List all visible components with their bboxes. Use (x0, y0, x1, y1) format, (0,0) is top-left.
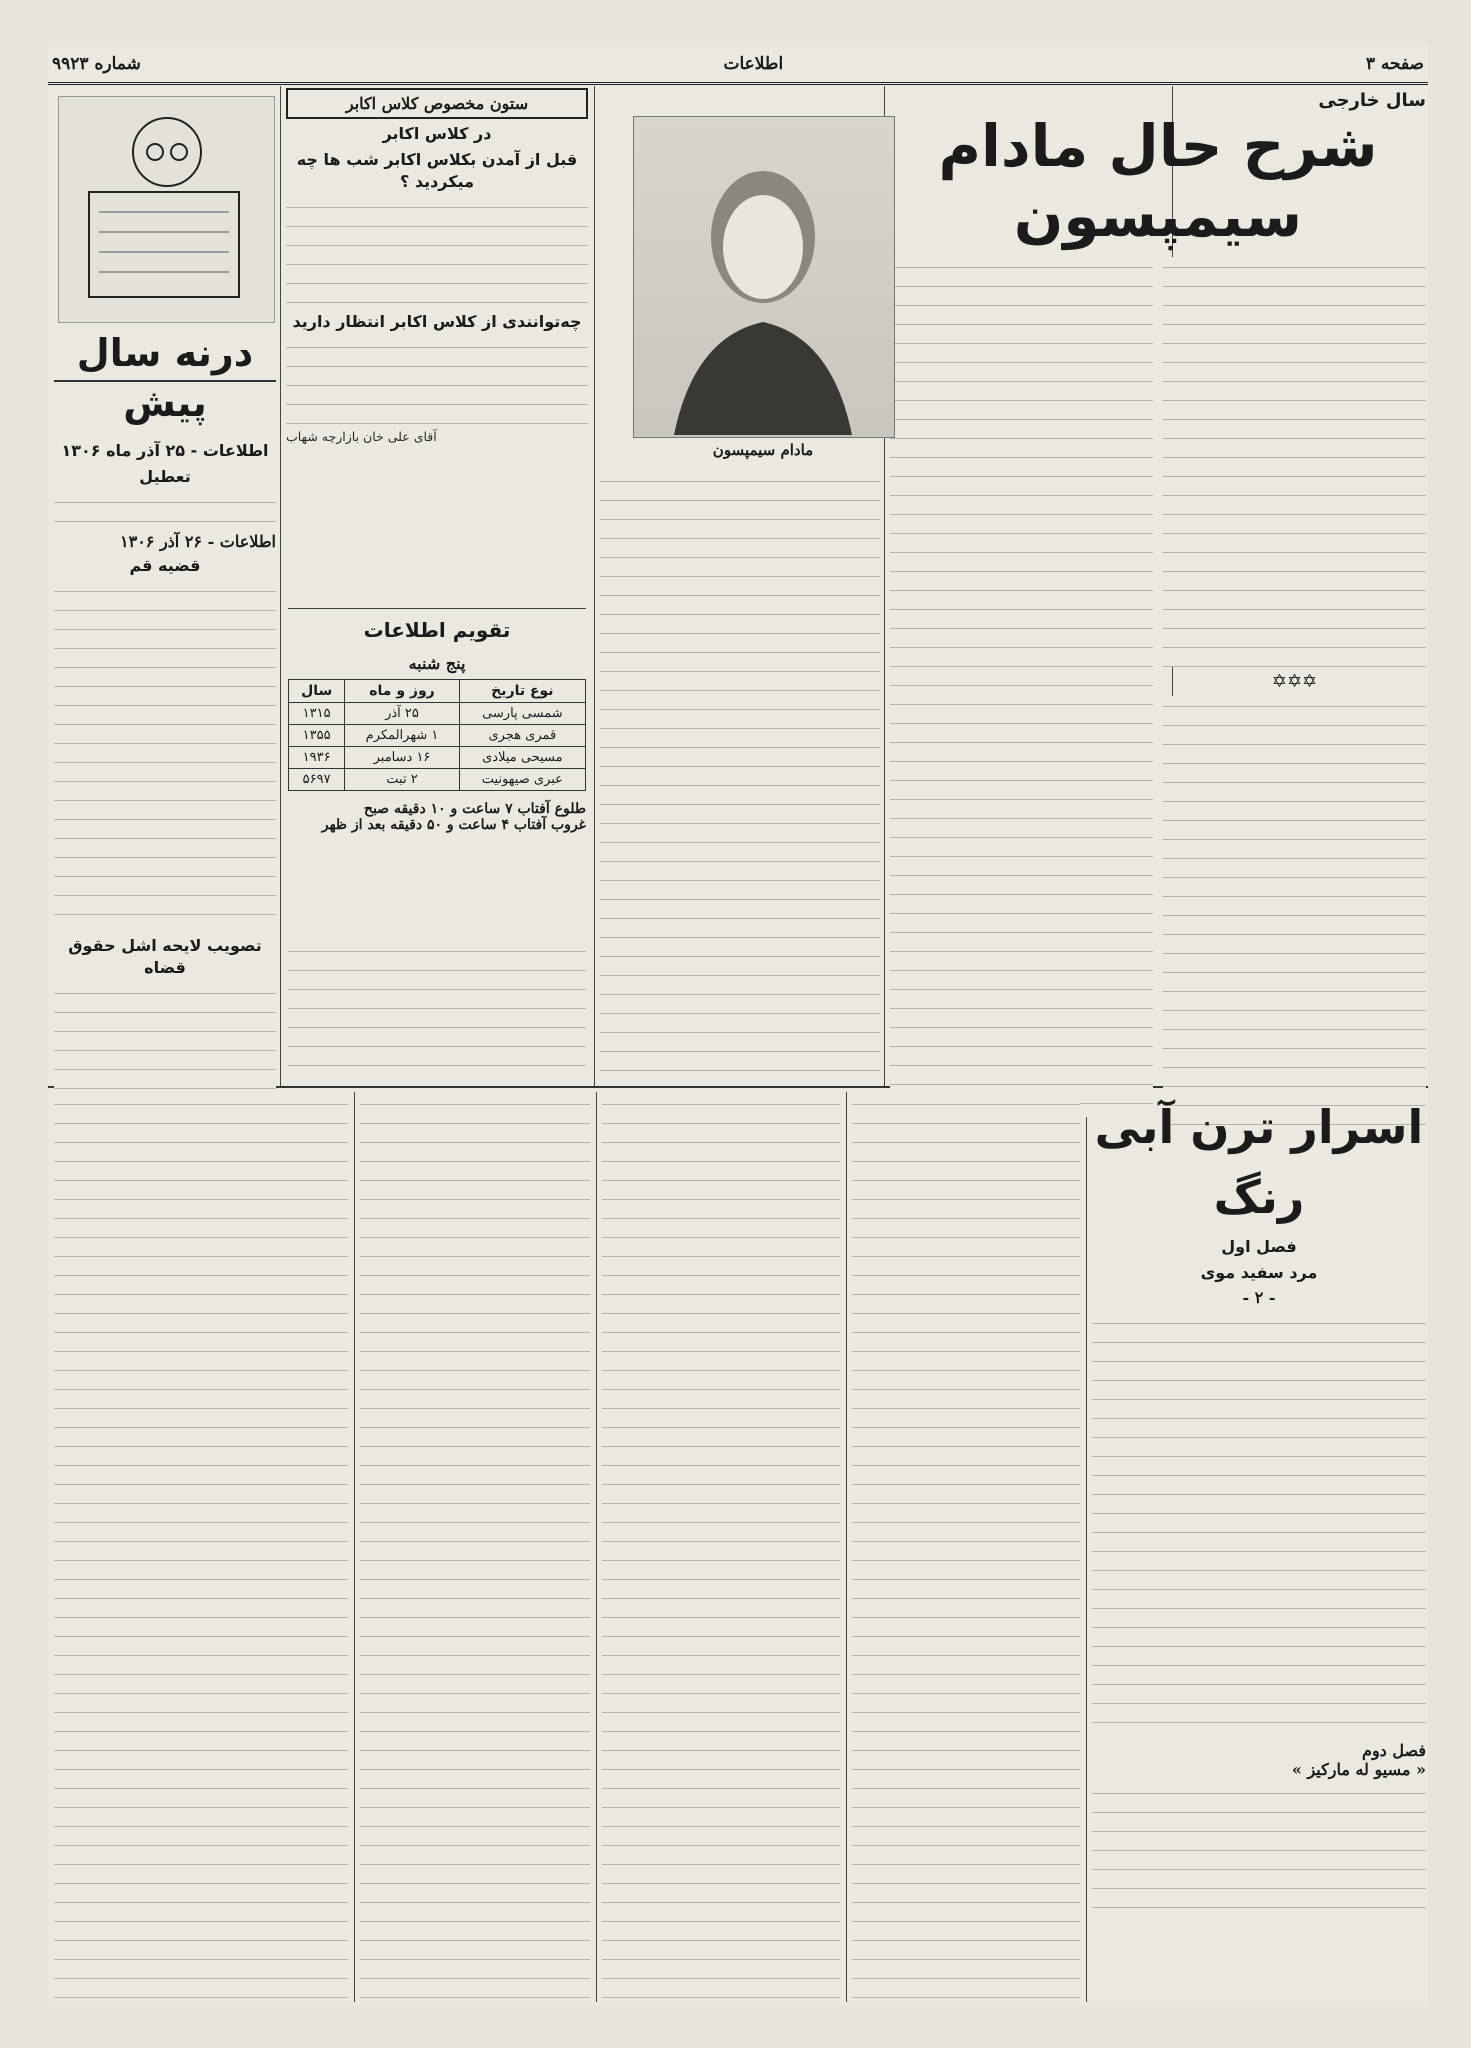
table-cell: ۱ شهرالمکرم (345, 725, 459, 747)
article-column (890, 257, 1153, 1126)
text-body (286, 197, 588, 307)
cartoon-illustration (58, 96, 275, 323)
column-subtitle: اطلاعات - ۲۵ آذر ماه ۱۳۰۶ (61, 441, 269, 460)
table-cell: ۲ تبت (345, 769, 459, 791)
article-column (1163, 257, 1426, 1126)
table-cell: قمری هجری (459, 725, 585, 747)
text-body (360, 1094, 590, 1999)
paper-name: اطلاعات (723, 54, 784, 74)
portrait-illustration (634, 117, 892, 435)
adult-question: قبل از آمدن بکلاس اکابر شب ها چه میکردید ؟ (296, 150, 578, 191)
column-title: درنه سال پیش (76, 331, 254, 425)
table-header: نوع تاریخ (459, 680, 585, 703)
calendar-box (288, 616, 586, 926)
holiday-title: تعطیل (139, 467, 191, 486)
text-body (1163, 696, 1426, 1126)
qom-title: قضیه قم (129, 556, 201, 575)
issue-number: شماره ۹۹۲۳ (52, 54, 141, 74)
table-row (289, 725, 586, 747)
table-header-row (289, 680, 586, 703)
sunset: غروب آفتاب ۴ ساعت و ۵۰ دقیقه بعد از ظهر (321, 817, 586, 833)
table-row (289, 747, 586, 769)
reader-illustration (59, 97, 272, 320)
calendar-day: پنج شنبه (408, 654, 466, 673)
simpson-article (890, 90, 1426, 1080)
table-row (289, 703, 586, 725)
serial-story (1092, 1092, 1426, 2002)
text-body (1092, 1313, 1426, 1733)
text-body (1163, 257, 1426, 667)
sunrise: طلوع آفتاب ۷ ساعت و ۱۰ دقیقه صبح (363, 801, 586, 817)
table-row (289, 769, 586, 791)
divider (288, 608, 586, 609)
text-body (286, 337, 588, 427)
law-title: تصویب لایحه اشل حقوق قضاه (68, 936, 262, 977)
table-cell: شمسی پارسی (459, 703, 585, 725)
chapter-title: فصل دوم (1362, 1741, 1426, 1760)
section-tag: سال خارجی (1318, 90, 1426, 111)
table-cell: مسیحی میلادی (459, 747, 585, 769)
table-header: روز و ماه (345, 680, 459, 703)
table-cell: ۱۹۳۶ (289, 747, 345, 769)
article-columns (890, 257, 1426, 1126)
table-cell: ۱۳۵۵ (289, 725, 345, 747)
chapter-subtitle: « مسیو له مارکیز » (1291, 1760, 1426, 1779)
photo-caption: مادام سیمپسون (712, 441, 814, 459)
column-rule (280, 86, 281, 1086)
text-body (54, 581, 276, 931)
text-body (602, 1094, 840, 1999)
article-headline: شرح حال مادام سیمپسون (938, 112, 1378, 250)
holiday-source: اطلاعات - ۲۶ آذر ۱۳۰۶ (120, 532, 276, 551)
text-body (54, 1094, 348, 1999)
separator-stars: ✡✡✡ (1271, 671, 1318, 692)
divider (54, 380, 276, 382)
text-body (600, 471, 880, 1076)
calendar-title: تقویم اطلاعات (363, 618, 511, 642)
table-cell: ۲۵ آذر (345, 703, 459, 725)
text-body (54, 492, 276, 532)
part-number: - ۲ - (1242, 1288, 1276, 1307)
nine-years-ago-column (54, 328, 276, 1078)
page-number: صفحه ۳ (1365, 54, 1424, 74)
table-cell: ۱۳۱۵ (289, 703, 345, 725)
column-rule (594, 86, 595, 1086)
column-header: ستون مخصوص کلاس اکابر (286, 88, 588, 119)
column-rule (1086, 1092, 1087, 2002)
text-body (1092, 1783, 1426, 1923)
adult-class-column (286, 88, 588, 444)
portrait-photo (633, 116, 895, 438)
table-header: سال (289, 680, 345, 703)
column-rule (846, 1092, 847, 2002)
chapter-title: فصل اول (1221, 1237, 1297, 1256)
table-cell: ۱۶ دسامبر (345, 747, 459, 769)
calendar-table (288, 679, 586, 791)
table-cell: عبری صیهونیت (459, 769, 585, 791)
table-cell: ۵۶۹۷ (289, 769, 345, 791)
chapter-subtitle: مرد سفید موی (1200, 1263, 1318, 1282)
column-rule (354, 1092, 355, 2002)
story-headline: اسرار ترن آبی رنگ (1094, 1100, 1424, 1224)
adult-subtitle: چه‌توانندی از کلاس اکابر انتظار دارید (292, 312, 582, 331)
adult-title: در کلاس اکابر (382, 124, 492, 143)
text-body (852, 1094, 1080, 1999)
masthead (48, 46, 1428, 85)
newspaper-page (48, 46, 1428, 2006)
text-body (288, 941, 586, 1081)
column-rule (596, 1092, 597, 2002)
text-body (890, 257, 1153, 1117)
signature: آقای علی خان بازارچه شهاب (286, 429, 437, 444)
